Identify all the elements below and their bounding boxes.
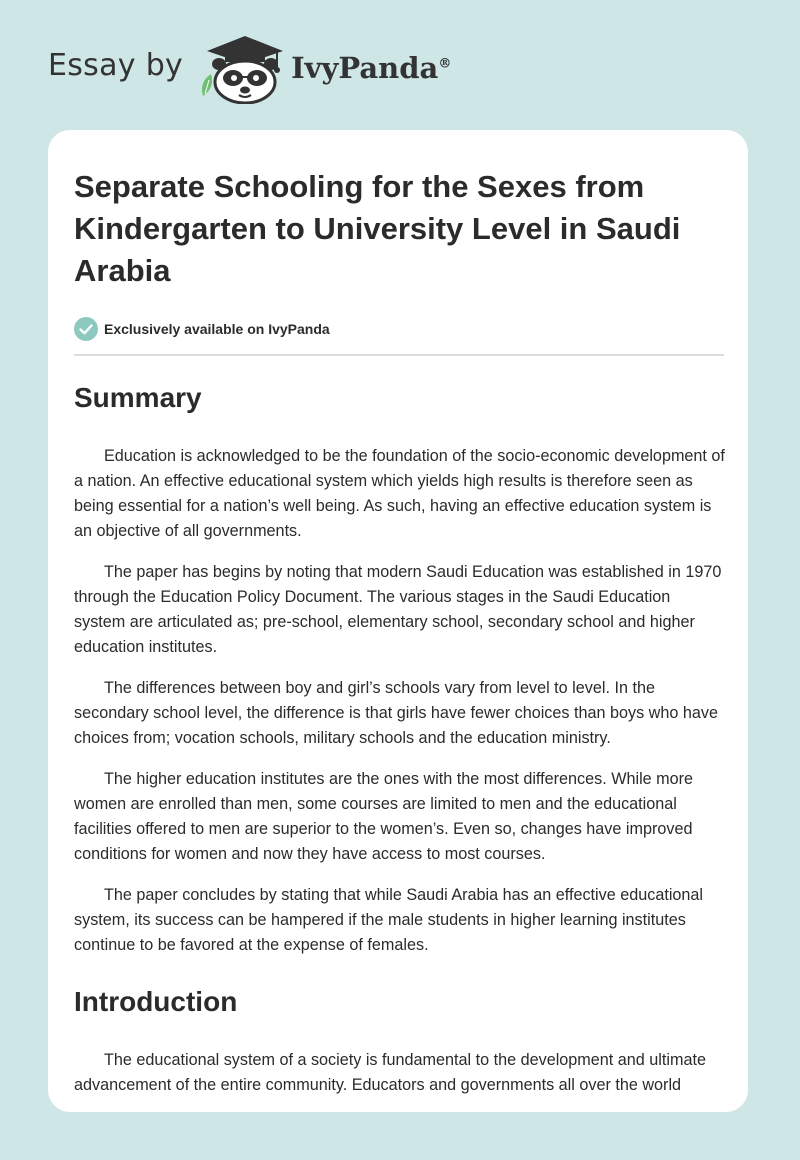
section-heading-summary: Summary [74,382,202,413]
summary-paragraph: Education is acknowledged to be the foundation of the socio-economic development of a nation. An effective educational system which yields high results is therefore seen as being essential for a nation’s well being. As such, having an effective education system is an objective of all governments. [74,447,725,540]
exclusive-badge [74,316,722,342]
introduction-paragraph: The educational system of a society is fundamental to the development and ultimate advancement of the entire community. Educators and governments all over the world [74,1051,706,1094]
article-title: Separate Schooling for the Sexes from Kindergarten to University Level in Saudi Arabia [74,169,681,288]
summary-paragraph: The paper has begins by noting that modern Saudi Education was established in 1970 through the Education Policy Document. The various stages in the Saudi Education system are articulated as; pre-school, elementary school, secondary school and higher education institutes. [74,563,722,656]
section-heading-introduction: Introduction [74,986,238,1017]
title-divider [74,354,724,356]
summary-paragraph: The higher education institutes are the ones with the most differences. While more women are enrolled than men, some courses are limited to men and the educational facilities offered to men are superior to the women’s. Even so, changes have improved conditions for women and now they have access to most courses. [74,770,694,863]
check-circle-icon [74,317,98,341]
brand-header [48,34,451,104]
summary-paragraph: The paper concludes by stating that while Saudi Arabia has an effective educational system, its success can be hampered if the male students in higher learning institutes continue to be favored at the expense of females. [74,886,704,954]
summary-paragraph: The differences between boy and girl’s schools vary from level to level. In the secondary school level, the difference is that girls have fewer choices than boys who have choices from; vocation schools, military schools and the education ministry. [74,679,718,747]
brand-name[interactable]: IvyPanda® [291,51,452,85]
exclusive-label: Exclusively available on IvyPanda [104,321,330,337]
article-card [48,130,748,1112]
brand-prefix: Essay by [48,47,184,83]
panda-logo-icon [197,34,287,104]
